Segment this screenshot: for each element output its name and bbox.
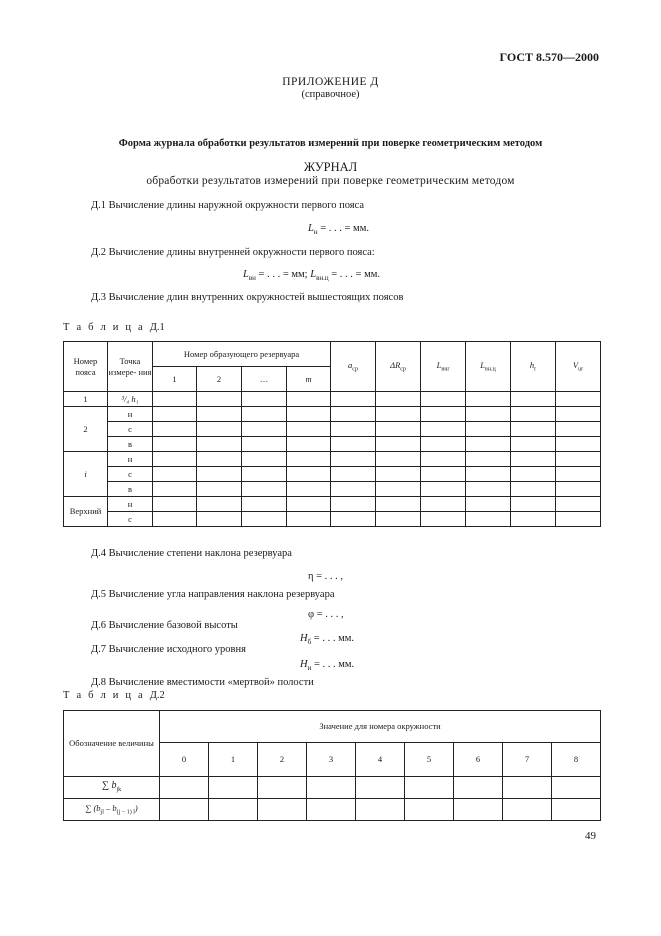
belt-number: Верхний [64,497,108,527]
point-label: н [108,452,153,467]
header-forming-2: 2 [197,367,242,392]
table-row [64,437,601,452]
belt-number: i [64,452,108,497]
formula-d4: η = . . . , [308,571,344,582]
table2-caption: Т а б л и ц а Д.2 [63,690,165,701]
section-d4: Д.4 Вычисление степени наклона резервуара [91,548,292,559]
table-row [64,482,601,497]
col-5: 5 [405,743,454,777]
belt-number: 2 [64,407,108,452]
table-row [64,512,601,527]
col-1: 1 [209,743,258,777]
table-row [64,799,601,821]
table-row [64,467,601,482]
formula-d7: $H_и$ = . . . мм. [300,659,355,673]
table-row [64,777,601,799]
row-sum-bjk: ∑ $b_{jk}$ [64,777,160,799]
formula-d6: $H_б$ = . . . мм. [300,633,354,647]
section-d6: Д.6 Вычисление базовой высоты [91,620,238,631]
col-2: 2 [258,743,307,777]
point-label: с [108,467,153,482]
journal-subtitle: обработки результатов измерений при поверке геометрическим методом [146,175,515,187]
header-forming-1: 1 [153,367,197,392]
table-row [64,407,601,422]
header-belt: Номер пояса [64,342,108,392]
table-row [64,422,601,437]
table-d1 [63,341,601,527]
header-l-vnr: $L_{внr}$ [421,342,466,392]
page-number: 49 [585,830,596,842]
header-v-ur: $V_{ur}$ [556,342,601,392]
point-label: н [108,497,153,512]
section-d7: Д.7 Вычисление исходного уровня [91,644,246,655]
table1-caption: Т а б л и ц а Д.1 [63,322,165,333]
section-d5: Д.5 Вычисление угла направления наклона резервуара [91,589,335,600]
col-8: 8 [552,743,601,777]
col-6: 6 [454,743,503,777]
col-4: 4 [356,743,405,777]
header-point: Точка измере- ния [108,342,153,392]
header-forming: Номер образующего резервуара [153,342,331,367]
section-d3: Д.3 Вычисление длин внутренних окружностей вышестоящих поясов [91,292,404,303]
table-row [64,452,601,467]
point-label: н [108,407,153,422]
section-d1: Д.1 Вычисление длины наружной окружности первого пояса [91,200,365,211]
form-title: Форма журнала обработки результатов измерений при поверке геометрическим методом [118,138,543,149]
header-quantity: Обозначение величины [64,711,160,777]
appendix-title: ПРИЛОЖЕНИЕ Д [282,76,379,88]
header-delta-r-cp: $\Delta R_{ср}$ [376,342,421,392]
standard-number: ГОСТ 8.570—2000 [499,50,599,64]
point-label: с [108,422,153,437]
table-row [64,497,601,512]
table-d2 [63,710,601,821]
formula-d2: $L_{вн}$ = . . . = мм; $L_{вн.ц}$ = . . . = мм. [243,269,381,283]
header-a-cp: $a_{ср}$ [331,342,376,392]
section-d8: Д.8 Вычисление вместимости «мертвой» полости [91,677,314,688]
point-label: в [108,482,153,497]
appendix-subtitle: (справочное) [301,89,360,100]
formula-d5: φ = . . . , [308,609,344,620]
col-7: 7 [503,743,552,777]
section-d2: Д.2 Вычисление длины внутренней окружности первого пояса: [91,247,375,258]
header-h-r: $h_r$ [511,342,556,392]
journal-title: ЖУРНАЛ [303,160,358,174]
col-3: 3 [307,743,356,777]
table-row [64,392,601,407]
header-forming-m: m [287,367,331,392]
row-sum-diff: ∑ $(b_{jl} - b_{(j - 1) l})$ [64,799,160,821]
formula-d1: $L_н$ = . . . = мм. [308,223,369,237]
point-label: с [108,512,153,527]
header-forming-ellipsis: … [242,367,287,392]
point-label: в [108,437,153,452]
belt-number: 1 [64,392,108,407]
header-value: Значение для номера окружности [160,711,601,743]
point-label: ³/₄ h₁ [108,392,153,407]
col-0: 0 [160,743,209,777]
header-l-vn-ci: $L_{вн.ц}$ [466,342,511,392]
